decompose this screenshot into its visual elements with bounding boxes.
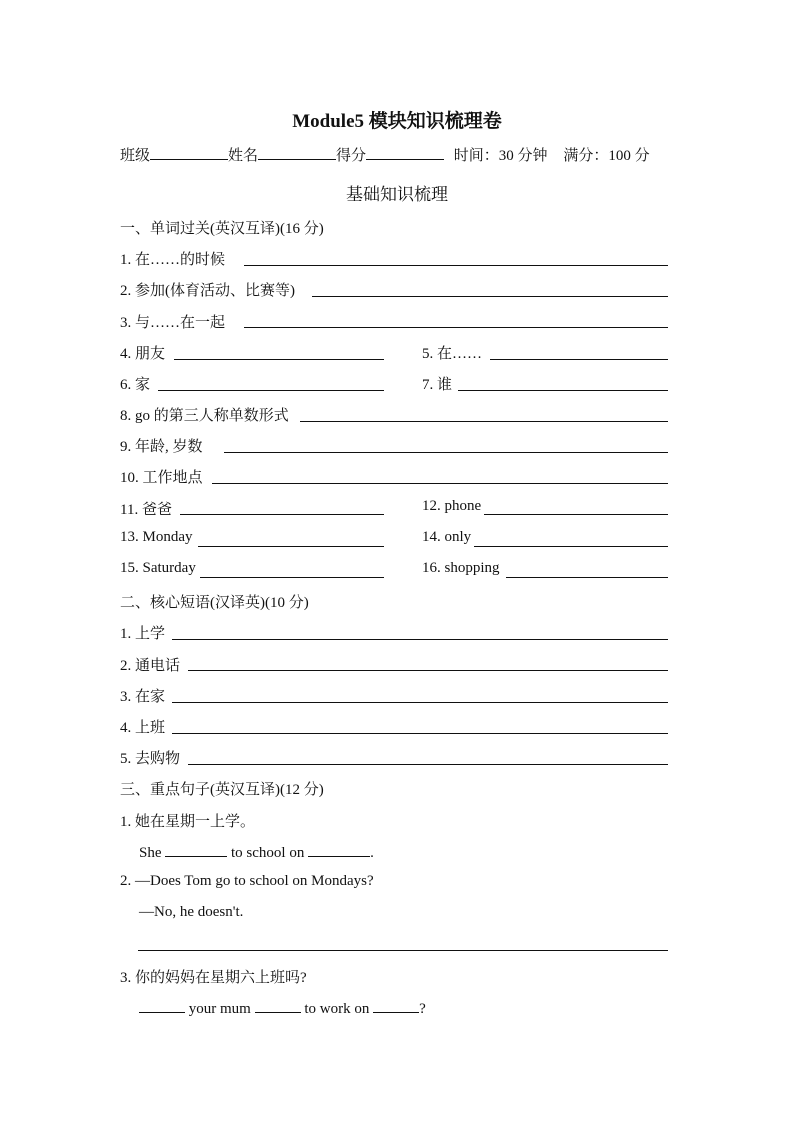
answer-line[interactable]	[490, 359, 668, 360]
answer-line[interactable]	[484, 514, 668, 515]
section1-heading: 一、单词过关(英汉互译)(16 分)	[120, 221, 324, 237]
sentence-question-1: 1. 她在星期一上学。	[120, 814, 256, 830]
full-score-text: 满分：100 分	[563, 148, 650, 164]
answer-line[interactable]	[172, 639, 668, 640]
class-label: 班级	[120, 148, 151, 164]
phrase-item: 5. 去购物	[120, 751, 181, 767]
answer-line[interactable]	[198, 546, 384, 547]
answer-line[interactable]	[188, 764, 668, 765]
answer-line[interactable]	[158, 390, 384, 391]
answer-line[interactable]	[188, 670, 668, 671]
answer-line[interactable]	[474, 546, 668, 547]
phrase-item: 3. 在家	[120, 689, 166, 705]
score-blank[interactable]	[366, 145, 444, 160]
sentence-reply-2: —No, he doesn't.	[139, 904, 244, 920]
answer-line[interactable]	[180, 514, 384, 515]
word-item: 5. 在……	[422, 346, 483, 362]
word-item: 13. Monday	[120, 529, 193, 545]
section-subtitle: 基础知识梳理	[346, 185, 448, 204]
fill-blank[interactable]	[255, 998, 301, 1013]
word-item: 9. 年龄, 岁数	[120, 439, 203, 455]
class-blank[interactable]	[150, 145, 228, 160]
answer-line[interactable]	[174, 359, 384, 360]
sentence-text: ?	[419, 1001, 426, 1017]
phrase-item: 2. 通电话	[120, 658, 181, 674]
fill-blank[interactable]	[373, 998, 419, 1013]
name-blank[interactable]	[258, 145, 336, 160]
sentence-text: to school on	[231, 845, 305, 861]
answer-line[interactable]	[300, 421, 668, 422]
word-item: 10. 工作地点	[120, 470, 203, 486]
answer-line[interactable]	[172, 733, 668, 734]
sentence-text: to work on	[304, 1001, 370, 1017]
answer-line[interactable]	[244, 265, 668, 266]
answer-line[interactable]	[458, 390, 668, 391]
word-item: 4. 朋友	[120, 346, 166, 362]
score-label: 得分	[336, 148, 367, 164]
answer-line[interactable]	[200, 577, 384, 578]
word-item: 11. 爸爸	[120, 502, 172, 518]
fill-blank[interactable]	[308, 842, 370, 857]
phrase-item: 1. 上学	[120, 626, 166, 642]
fill-blank[interactable]	[139, 998, 185, 1013]
sentence-question-3: 3. 你的妈妈在星期六上班吗?	[120, 970, 307, 986]
phrase-item: 4. 上班	[120, 720, 166, 736]
answer-line[interactable]	[172, 702, 668, 703]
word-item: 3. 与……在一起	[120, 315, 226, 331]
answer-line[interactable]	[244, 327, 668, 328]
word-item: 2. 参加(体育活动、比赛等)	[120, 283, 295, 299]
word-item: 6. 家	[120, 377, 151, 393]
answer-line[interactable]	[312, 296, 668, 297]
answer-line[interactable]	[506, 577, 668, 578]
answer-line[interactable]	[138, 950, 668, 951]
answer-line[interactable]	[224, 452, 668, 453]
sentence-question-2: 2. —Does Tom go to school on Mondays?	[120, 873, 374, 889]
word-item: 16. shopping	[422, 560, 500, 576]
word-item: 8. go 的第三人称单数形式	[120, 408, 289, 424]
student-info-row	[120, 144, 650, 165]
name-label: 姓名	[228, 148, 259, 164]
sentence-text: your mum	[188, 1001, 251, 1017]
word-item: 1. 在……的时候	[120, 252, 226, 268]
word-item: 14. only	[422, 529, 472, 545]
word-item: 12. phone	[422, 498, 482, 514]
section2-heading: 二、核心短语(汉译英)(10 分)	[120, 595, 309, 611]
page-title: Module5 模块知识梳理卷	[292, 111, 502, 132]
sentence-answer-3	[139, 998, 426, 1018]
fill-blank[interactable]	[165, 842, 227, 857]
section3-heading: 三、重点句子(英汉互译)(12 分)	[120, 782, 324, 798]
time-text: 时间：30 分钟	[453, 148, 548, 164]
word-item: 7. 谁	[422, 377, 453, 393]
word-item: 15. Saturday	[120, 560, 196, 576]
sentence-answer-1	[139, 842, 374, 862]
sentence-text: .	[370, 845, 374, 861]
answer-line[interactable]	[212, 483, 668, 484]
sentence-text: She	[139, 845, 162, 861]
